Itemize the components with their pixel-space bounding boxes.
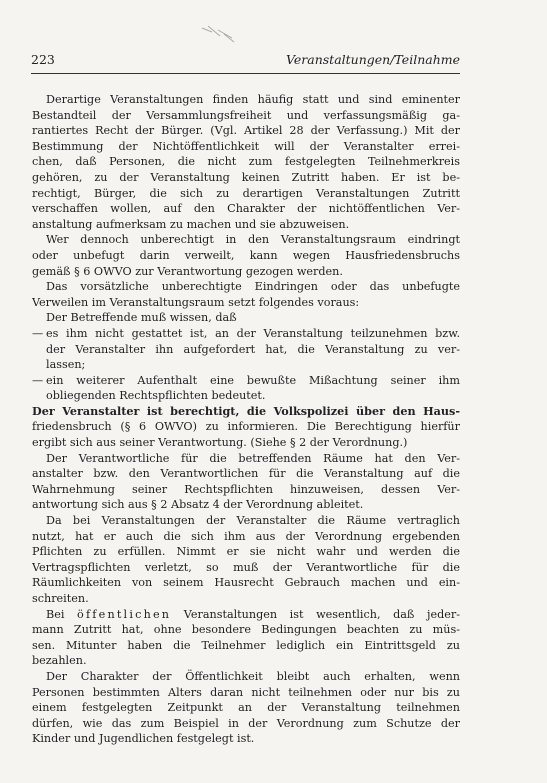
text-line: Das vorsätzliche unberechtigte Eindringen oder das unbefugte: [46, 280, 460, 294]
spaced-emphasis: öffentlichen: [77, 607, 172, 621]
text-line: sen. Mitunter haben die Teilnehmer lediglich ein Eintrittsgeld zu: [32, 638, 460, 652]
text-line: friedensbruch (§ 6 OWVO) zu informieren. Die Berechtigung hierfür: [32, 420, 460, 434]
text-line: lassen;: [46, 358, 86, 372]
running-title: Veranstaltungen/Teilnahme: [286, 52, 460, 67]
text-line: gehören, zu der Veranstaltung keinen Zutritt haben. Er ist be-: [32, 170, 460, 184]
text-line: der Veranstalter ihn aufgefordert hat, die Veranstaltung zu ver-: [46, 342, 460, 356]
page-header: [31, 52, 460, 70]
text-line: rechtigt, Bürger, die sich zu derartigen Veranstaltungen Zutritt: [32, 186, 460, 200]
text-line: verschaffen wollen, auf den Charakter der nichtöffentlichen Ver-: [32, 202, 460, 216]
text-line: Der Veranstalter ist berechtigt, die Volkspolizei über den Haus-: [32, 403, 460, 418]
ink-smudge-mark: [198, 22, 238, 46]
text-line: schreiten.: [32, 592, 89, 605]
text-line: Bestimmung der Nichtöffentlichkeit will der Veranstalter errei-: [32, 139, 460, 153]
text-line: ergibt sich aus seiner Verantwortung. (Siehe § 2 der Verordnung.): [32, 436, 408, 450]
text-line: Der Charakter der Öffentlichkeit bleibt auch erhalten, wenn: [46, 669, 460, 683]
text-line: Kinder und Jugendlichen festgelegt ist.: [32, 732, 255, 746]
body-text: [32, 92, 460, 747]
text-line: anstalter bzw. den Verantwortlichen für die Veranstaltung auf die: [32, 467, 460, 481]
text-line: Verweilen im Veranstaltungsraum setzt folgendes voraus:: [32, 295, 360, 309]
text-line: Wahrnehmung seiner Rechtspflichten hinzuweisen, dessen Ver-: [32, 482, 460, 496]
text-line: gemäß § 6 OWVO zur Verantwortung gezogen werden.: [32, 264, 343, 278]
list-item: [32, 373, 460, 389]
text-line: Pflichten zu erfüllen. Nimmt er sie nicht wahr und werden die: [32, 545, 460, 559]
dash-bullet: —: [32, 326, 44, 340]
dash-bullet: —: [32, 373, 44, 387]
list-item: [32, 326, 460, 342]
text-line: rantiertes Recht der Bürger. (Vgl. Artikel 28 der Verfassung.) Mit der: [32, 124, 460, 138]
text-line: Der Verantwortliche für die betreffenden Räume hat den Ver-: [46, 451, 460, 465]
bei-word: Bei: [46, 607, 78, 621]
text-line: Derartige Veranstaltungen finden häufig statt und sind eminenter: [46, 93, 460, 106]
text-line: Personen bestimmten Alters daran nicht teilnehmen oder nur bis zu: [32, 685, 460, 699]
text-line: obliegenden Rechtspflichten bedeutet.: [46, 389, 266, 403]
text-line: anstaltung aufmerksam zu machen und sie abzuweisen.: [32, 217, 350, 231]
text-line: Da bei Veranstaltungen der Veranstalter die Räume vertraglich: [46, 514, 460, 528]
text-line: Der Betreffende muß wissen, daß: [46, 311, 237, 325]
text-line: Wer dennoch unberechtigt in den Veranstaltungsraum eindringt: [46, 233, 460, 247]
text-line: chen, daß Personen, die nicht zum festgelegten Teilnehmerkreis: [32, 155, 460, 169]
text-line: Vertragspflichten verletzt, so muß der Verantwortliche für die: [32, 560, 460, 574]
text-line: Räumlichkeiten von seinem Hausrecht Gebrauch machen und ein-: [32, 576, 460, 590]
text-line: oder unbefugt darin verweilt, kann wegen Hausfriedensbruchs: [32, 248, 460, 262]
page-number: 223: [31, 52, 55, 67]
text-line: bezahlen.: [32, 654, 87, 668]
list-item-text: es ihm nicht gestattet ist, an der Veranstaltung teilzunehmen bzw.: [46, 326, 460, 340]
text-line: antwortung sich aus § 2 Absatz 4 der Verordnung ableitet.: [32, 498, 364, 512]
text-line: mann Zutritt hat, ohne besondere Bedingungen beachten zu müs-: [32, 623, 460, 637]
text-line: Bestandteil der Versammlungsfreiheit und verfassungsmäßig ga-: [32, 108, 460, 122]
text-line: dürfen, wie das zum Beispiel in der Verordnung zum Schutze der: [32, 716, 460, 730]
list-item-text: ein weiterer Aufenthalt eine bewußte Mißachtung seiner ihm: [46, 373, 460, 387]
text-line: nutzt, hat er auch die sich ihm aus der Verordnung ergebenden: [32, 529, 460, 543]
text-line: einem festgelegten Zeitpunkt an der Veranstaltung teilnehmen: [32, 701, 460, 715]
text-line: [32, 607, 460, 623]
line-remainder: Veranstaltungen ist wesentlich, daß jeder-: [171, 607, 460, 621]
header-rule: [31, 73, 460, 74]
